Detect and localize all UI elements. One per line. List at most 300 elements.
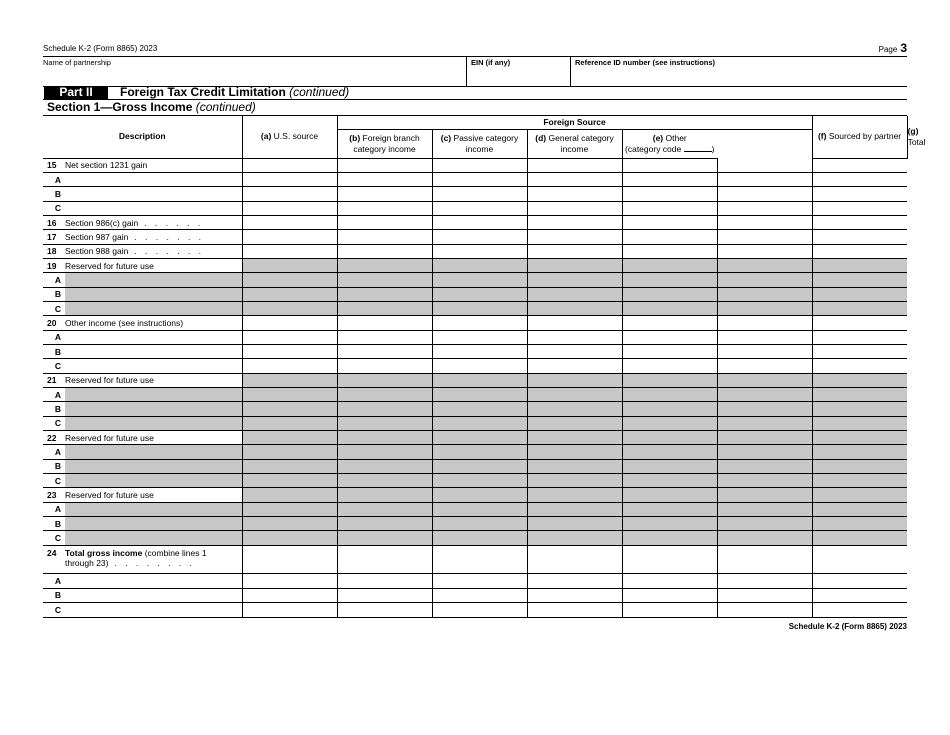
line-21b-col-g xyxy=(812,402,907,416)
line-24a-col-c[interactable] xyxy=(432,574,527,588)
col-f-sourced-by-partner: (f) Sourced by partner xyxy=(812,116,907,158)
line-label: Net section 1231 gain xyxy=(65,160,148,171)
line-21-col-c xyxy=(432,373,527,387)
line-19c-col-d xyxy=(527,301,622,315)
line-24c-col-d[interactable] xyxy=(527,603,622,617)
line-20a-col-a[interactable] xyxy=(242,330,337,344)
line-21c-description xyxy=(43,416,242,430)
line-22b-col-b xyxy=(337,459,432,473)
sub-line-label: A xyxy=(54,332,62,343)
line-label: Total gross income (combine lines 1 through 23) . . . . . . . . xyxy=(65,547,207,568)
line-22-col-d xyxy=(527,431,622,445)
col-d-general: (d) General category income xyxy=(527,129,622,158)
line-21-col-f xyxy=(717,373,812,387)
line-21a-description xyxy=(43,388,242,402)
line-24-col-b[interactable] xyxy=(337,545,432,574)
line-23a-description xyxy=(43,502,242,516)
line-21a-col-d xyxy=(527,388,622,402)
line-17-col-f[interactable] xyxy=(717,230,812,244)
line-20b-col-d[interactable] xyxy=(527,344,622,358)
table-row xyxy=(43,416,907,430)
line-23-col-b xyxy=(337,488,432,502)
line-15c-col-c[interactable] xyxy=(432,201,527,215)
line-21c-col-e xyxy=(622,416,717,430)
table-row xyxy=(43,545,907,574)
line-19b-col-a xyxy=(242,287,337,301)
line-16-col-b[interactable] xyxy=(337,215,432,229)
table-row xyxy=(43,531,907,545)
line-23b-col-d xyxy=(527,517,622,531)
line-22c-col-a xyxy=(242,474,337,488)
line-23-col-d xyxy=(527,488,622,502)
line-22-col-c xyxy=(432,431,527,445)
line-label: Reserved for future use xyxy=(65,432,154,443)
line-20c-col-b[interactable] xyxy=(337,359,432,373)
sub-line-label: B xyxy=(54,346,62,357)
col-e-other: (e) Other (category code ) xyxy=(622,129,717,158)
sub-line-label: C xyxy=(54,418,62,429)
line-21c-col-d xyxy=(527,416,622,430)
table-row xyxy=(43,588,907,602)
table-row xyxy=(43,517,907,531)
line-24b-col-b[interactable] xyxy=(337,588,432,602)
line-15c-col-a[interactable] xyxy=(242,201,337,215)
table-row xyxy=(43,201,907,215)
sub-line-label: B xyxy=(54,461,62,472)
line-20a-col-c[interactable] xyxy=(432,330,527,344)
line-18-col-a[interactable] xyxy=(242,244,337,258)
line-15a-col-a[interactable] xyxy=(242,172,337,186)
page-number xyxy=(879,41,907,55)
line-20c-col-d[interactable] xyxy=(527,359,622,373)
line-24-col-g[interactable] xyxy=(812,545,907,574)
line-24c-col-e[interactable] xyxy=(622,603,717,617)
line-20b-col-c[interactable] xyxy=(432,344,527,358)
line-22-description xyxy=(43,431,242,445)
line-17-col-a[interactable] xyxy=(242,230,337,244)
line-22-col-f xyxy=(717,431,812,445)
form-id-header: Schedule K-2 (Form 8865) 2023 xyxy=(43,44,158,53)
line-20-col-c[interactable] xyxy=(432,316,527,330)
line-16-col-f[interactable] xyxy=(717,215,812,229)
line-20-col-f[interactable] xyxy=(717,316,812,330)
table-row xyxy=(43,258,907,272)
line-19-col-a xyxy=(242,258,337,272)
table-row xyxy=(43,445,907,459)
line-15b-description[interactable] xyxy=(43,187,242,201)
line-22b-col-c xyxy=(432,459,527,473)
line-19-col-e xyxy=(622,258,717,272)
line-label: Reserved for future use xyxy=(65,375,154,386)
line-15b-col-f[interactable] xyxy=(717,187,812,201)
col-description: Description xyxy=(43,116,242,158)
line-24a-col-a[interactable] xyxy=(242,574,337,588)
line-19a-col-f xyxy=(717,273,812,287)
part-title: Foreign Tax Credit Limitation (continued) xyxy=(120,85,350,99)
page-label: Page xyxy=(878,45,898,54)
line-21c-col-f xyxy=(717,416,812,430)
line-19c-col-f xyxy=(717,301,812,315)
line-number: 21 xyxy=(47,375,57,386)
line-19-col-f xyxy=(717,258,812,272)
line-18-col-d[interactable] xyxy=(527,244,622,258)
line-21a-col-e xyxy=(622,388,717,402)
line-20-col-d[interactable] xyxy=(527,316,622,330)
reference-id-field[interactable] xyxy=(571,66,907,85)
line-19c-col-a xyxy=(242,301,337,315)
line-number: 18 xyxy=(47,246,57,257)
line-24b-col-f[interactable] xyxy=(717,588,812,602)
line-15-col-c[interactable] xyxy=(432,158,527,172)
line-24c-col-a[interactable] xyxy=(242,603,337,617)
line-24a-col-f[interactable] xyxy=(717,574,812,588)
line-15b-col-c[interactable] xyxy=(432,187,527,201)
col-b-foreign-branch: (b) Foreign branch category income xyxy=(337,129,432,158)
table-row xyxy=(43,459,907,473)
line-15-col-b[interactable] xyxy=(337,158,432,172)
line-21a-col-g xyxy=(812,388,907,402)
line-21c-col-g xyxy=(812,416,907,430)
line-24a-col-g[interactable] xyxy=(812,574,907,588)
line-21-col-g xyxy=(812,373,907,387)
line-24a-col-d[interactable] xyxy=(527,574,622,588)
line-19a-col-d xyxy=(527,273,622,287)
line-20c-col-e[interactable] xyxy=(622,359,717,373)
line-17-col-b[interactable] xyxy=(337,230,432,244)
line-20a-col-g[interactable] xyxy=(812,330,907,344)
line-20c-description[interactable] xyxy=(43,359,242,373)
line-16-col-e[interactable] xyxy=(622,215,717,229)
line-20a-col-f[interactable] xyxy=(717,330,812,344)
line-15a-col-g[interactable] xyxy=(812,172,907,186)
line-20-col-b[interactable] xyxy=(337,316,432,330)
line-number: 20 xyxy=(47,317,57,328)
line-22-col-e xyxy=(622,431,717,445)
line-21b-col-b xyxy=(337,402,432,416)
line-19a-col-c xyxy=(432,273,527,287)
line-23b-col-a xyxy=(242,517,337,531)
line-21a-col-c xyxy=(432,388,527,402)
sub-line-label: B xyxy=(54,404,62,415)
line-23a-col-d xyxy=(527,502,622,516)
line-23b-col-f xyxy=(717,517,812,531)
line-23-description xyxy=(43,488,242,502)
line-23a-col-a xyxy=(242,502,337,516)
line-24c-col-c[interactable] xyxy=(432,603,527,617)
line-label: Section 987 gain . . . . . . . xyxy=(65,231,205,242)
name-of-partnership-label: Name of partnership xyxy=(43,58,111,67)
line-24-col-f[interactable] xyxy=(717,545,812,574)
line-15a-col-c[interactable] xyxy=(432,172,527,186)
table-row xyxy=(43,502,907,516)
line-23a-col-c xyxy=(432,502,527,516)
line-16-description xyxy=(43,215,242,229)
line-20b-col-b[interactable] xyxy=(337,344,432,358)
line-15b-col-a[interactable] xyxy=(242,187,337,201)
line-15c-col-f[interactable] xyxy=(717,201,812,215)
line-20a-col-e[interactable] xyxy=(622,330,717,344)
line-label: Reserved for future use xyxy=(65,490,154,501)
line-24a-col-e[interactable] xyxy=(622,574,717,588)
line-24a-col-b[interactable] xyxy=(337,574,432,588)
line-24-description xyxy=(43,545,242,574)
line-20-description xyxy=(43,316,242,330)
line-22a-col-f xyxy=(717,445,812,459)
sub-line-label: A xyxy=(54,447,62,458)
line-15-col-g[interactable] xyxy=(812,158,907,172)
line-20b-col-f[interactable] xyxy=(717,344,812,358)
line-23c-col-g xyxy=(812,531,907,545)
line-15-col-a[interactable] xyxy=(242,158,337,172)
col-c-passive: (c) Passive category income xyxy=(432,129,527,158)
line-24b-col-g[interactable] xyxy=(812,588,907,602)
line-23a-col-b xyxy=(337,502,432,516)
line-22a-description xyxy=(43,445,242,459)
line-24-col-d[interactable] xyxy=(527,545,622,574)
line-19-col-c xyxy=(432,258,527,272)
line-19a-col-a xyxy=(242,273,337,287)
line-21-col-e xyxy=(622,373,717,387)
line-21a-col-f xyxy=(717,388,812,402)
line-24c-col-b[interactable] xyxy=(337,603,432,617)
section-title: Section 1—Gross Income (continued) xyxy=(47,100,256,114)
line-24c-col-f[interactable] xyxy=(717,603,812,617)
table-row xyxy=(43,344,907,358)
sub-line-label: C xyxy=(54,475,62,486)
line-22b-col-e xyxy=(622,459,717,473)
line-number: 15 xyxy=(47,160,57,171)
line-22a-col-a xyxy=(242,445,337,459)
line-15-description xyxy=(43,158,242,172)
line-23c-col-a xyxy=(242,531,337,545)
line-20-col-e[interactable] xyxy=(622,316,717,330)
table-row xyxy=(43,158,907,172)
line-23-col-a xyxy=(242,488,337,502)
line-16-col-a[interactable] xyxy=(242,215,337,229)
line-20-col-a[interactable] xyxy=(242,316,337,330)
line-19b-col-g xyxy=(812,287,907,301)
line-21c-col-b xyxy=(337,416,432,430)
line-21-description xyxy=(43,373,242,387)
line-number: 19 xyxy=(47,260,57,271)
line-23b-col-b xyxy=(337,517,432,531)
line-18-col-g[interactable] xyxy=(812,244,907,258)
line-22-col-g xyxy=(812,431,907,445)
line-23a-col-e xyxy=(622,502,717,516)
line-17-col-d[interactable] xyxy=(527,230,622,244)
sub-line-label: B xyxy=(54,188,62,199)
line-19c-col-b xyxy=(337,301,432,315)
line-21b-col-e xyxy=(622,402,717,416)
sub-line-label: A xyxy=(54,274,62,285)
line-18-col-f[interactable] xyxy=(717,244,812,258)
line-15a-col-b[interactable] xyxy=(337,172,432,186)
part-label: Part II xyxy=(44,86,108,99)
line-21b-col-c xyxy=(432,402,527,416)
line-20c-col-c[interactable] xyxy=(432,359,527,373)
line-15-col-d[interactable] xyxy=(527,158,622,172)
table-row xyxy=(43,215,907,229)
line-21-col-a xyxy=(242,373,337,387)
line-21a-col-b xyxy=(337,388,432,402)
line-20a-description[interactable] xyxy=(43,330,242,344)
line-19a-col-b xyxy=(337,273,432,287)
line-15-col-e[interactable] xyxy=(622,158,717,172)
line-19-col-g xyxy=(812,258,907,272)
line-18-col-e[interactable] xyxy=(622,244,717,258)
line-16-col-d[interactable] xyxy=(527,215,622,229)
line-23-col-f xyxy=(717,488,812,502)
sub-line-label: C xyxy=(54,360,62,371)
header-rule xyxy=(43,56,907,57)
line-23b-col-c xyxy=(432,517,527,531)
line-23a-col-f xyxy=(717,502,812,516)
line-15b-col-e[interactable] xyxy=(622,187,717,201)
line-15b-col-d[interactable] xyxy=(527,187,622,201)
line-15-col-f[interactable] xyxy=(717,158,812,172)
gross-income-table: Description (a) U.S. source Foreign Source (f) Sourced by partner (g) Total (b) Foreign branch category income (c) Passive category income (d) General category income (e) Other (category code ) 15 Net section 1231 gain A B C 16 Section 986(c) gain . . . . . . 17 Section 987 gain . . . . . . . 18 Section 988 gain . . . . . . . 19 Reserved for future use A B C 20 Other income (see instructions) A B C 21 Reserved for future use A B C 22 Reserved for future use A B C 23 Reserved for future use A B C 24 Total gross income (combine lines 1 through 23) . . . . . . . . A B C xyxy=(43,116,907,618)
line-24a-description[interactable] xyxy=(43,574,242,588)
table-row xyxy=(43,187,907,201)
line-23c-col-e xyxy=(622,531,717,545)
line-15a-col-f[interactable] xyxy=(717,172,812,186)
line-17-description xyxy=(43,230,242,244)
line-number: 23 xyxy=(47,490,57,501)
line-19a-col-g xyxy=(812,273,907,287)
line-19b-description xyxy=(43,287,242,301)
line-23c-col-b xyxy=(337,531,432,545)
line-19-col-b xyxy=(337,258,432,272)
line-20b-description[interactable] xyxy=(43,344,242,358)
line-19a-description xyxy=(43,273,242,287)
line-22c-col-e xyxy=(622,474,717,488)
table-row xyxy=(43,373,907,387)
line-19c-col-c xyxy=(432,301,527,315)
line-number: 22 xyxy=(47,432,57,443)
line-23c-col-c xyxy=(432,531,527,545)
line-24b-description[interactable] xyxy=(43,588,242,602)
line-24b-col-c[interactable] xyxy=(432,588,527,602)
line-22c-col-f xyxy=(717,474,812,488)
line-20c-col-g[interactable] xyxy=(812,359,907,373)
line-22-col-b xyxy=(337,431,432,445)
line-23-col-e xyxy=(622,488,717,502)
line-label: Reserved for future use xyxy=(65,260,154,271)
line-17-col-e[interactable] xyxy=(622,230,717,244)
line-24-col-a[interactable] xyxy=(242,545,337,574)
page-number-value: 3 xyxy=(900,41,907,55)
line-22-col-a xyxy=(242,431,337,445)
line-22c-col-g xyxy=(812,474,907,488)
line-21c-col-c xyxy=(432,416,527,430)
line-15c-col-b[interactable] xyxy=(337,201,432,215)
line-15c-description[interactable] xyxy=(43,201,242,215)
line-15c-col-d[interactable] xyxy=(527,201,622,215)
line-20a-col-b[interactable] xyxy=(337,330,432,344)
line-23-col-g xyxy=(812,488,907,502)
line-18-description xyxy=(43,244,242,258)
line-24c-col-g[interactable] xyxy=(812,603,907,617)
line-15c-col-e[interactable] xyxy=(622,201,717,215)
line-17-col-g[interactable] xyxy=(812,230,907,244)
line-20b-col-e[interactable] xyxy=(622,344,717,358)
line-22c-col-d xyxy=(527,474,622,488)
table-row xyxy=(43,431,907,445)
line-22a-col-b xyxy=(337,445,432,459)
table-row xyxy=(43,603,907,617)
line-15a-col-e[interactable] xyxy=(622,172,717,186)
table-row xyxy=(43,359,907,373)
line-21-col-b xyxy=(337,373,432,387)
line-16-col-g[interactable] xyxy=(812,215,907,229)
line-22c-col-c xyxy=(432,474,527,488)
line-20a-col-d[interactable] xyxy=(527,330,622,344)
line-24-col-e[interactable] xyxy=(622,545,717,574)
line-22b-description xyxy=(43,459,242,473)
line-24c-description[interactable] xyxy=(43,603,242,617)
line-18-col-c[interactable] xyxy=(432,244,527,258)
sub-line-label: A xyxy=(54,389,62,400)
line-22c-description xyxy=(43,474,242,488)
line-16-col-c[interactable] xyxy=(432,215,527,229)
line-20c-col-a[interactable] xyxy=(242,359,337,373)
line-21b-col-f xyxy=(717,402,812,416)
line-22b-col-g xyxy=(812,459,907,473)
line-18-col-b[interactable] xyxy=(337,244,432,258)
line-20b-col-a[interactable] xyxy=(242,344,337,358)
line-15a-col-d[interactable] xyxy=(527,172,622,186)
line-17-col-c[interactable] xyxy=(432,230,527,244)
line-22a-col-c xyxy=(432,445,527,459)
line-19c-description xyxy=(43,301,242,315)
line-15c-col-g[interactable] xyxy=(812,201,907,215)
line-23b-description xyxy=(43,517,242,531)
sub-line-label: B xyxy=(54,289,62,300)
line-22c-col-b xyxy=(337,474,432,488)
line-number: 17 xyxy=(47,231,57,242)
table-row xyxy=(43,388,907,402)
line-23a-col-g xyxy=(812,502,907,516)
sub-line-label: A xyxy=(54,174,62,185)
line-15b-col-g[interactable] xyxy=(812,187,907,201)
table-row xyxy=(43,474,907,488)
sub-line-label: A xyxy=(54,504,62,515)
line-24-col-c[interactable] xyxy=(432,545,527,574)
line-20b-col-g[interactable] xyxy=(812,344,907,358)
line-24b-col-a[interactable] xyxy=(242,588,337,602)
table-row xyxy=(43,230,907,244)
name-of-partnership-field[interactable] xyxy=(43,66,465,85)
line-20-col-g[interactable] xyxy=(812,316,907,330)
line-23b-col-g xyxy=(812,517,907,531)
line-19b-col-d xyxy=(527,287,622,301)
line-22a-col-e xyxy=(622,445,717,459)
line-15a-description[interactable] xyxy=(43,172,242,186)
line-24b-col-e[interactable] xyxy=(622,588,717,602)
line-22b-col-f xyxy=(717,459,812,473)
line-label: Section 986(c) gain . . . . . . xyxy=(65,217,204,228)
line-20c-col-f[interactable] xyxy=(717,359,812,373)
form-id-footer: Schedule K-2 (Form 8865) 2023 xyxy=(788,622,907,631)
line-label: Other income (see instructions) xyxy=(65,317,184,328)
category-code-field[interactable] xyxy=(684,151,712,152)
line-19-description xyxy=(43,258,242,272)
line-15b-col-b[interactable] xyxy=(337,187,432,201)
ein-field[interactable] xyxy=(467,66,569,85)
line-24b-col-d[interactable] xyxy=(527,588,622,602)
table-row xyxy=(43,574,907,588)
line-19c-col-g xyxy=(812,301,907,315)
